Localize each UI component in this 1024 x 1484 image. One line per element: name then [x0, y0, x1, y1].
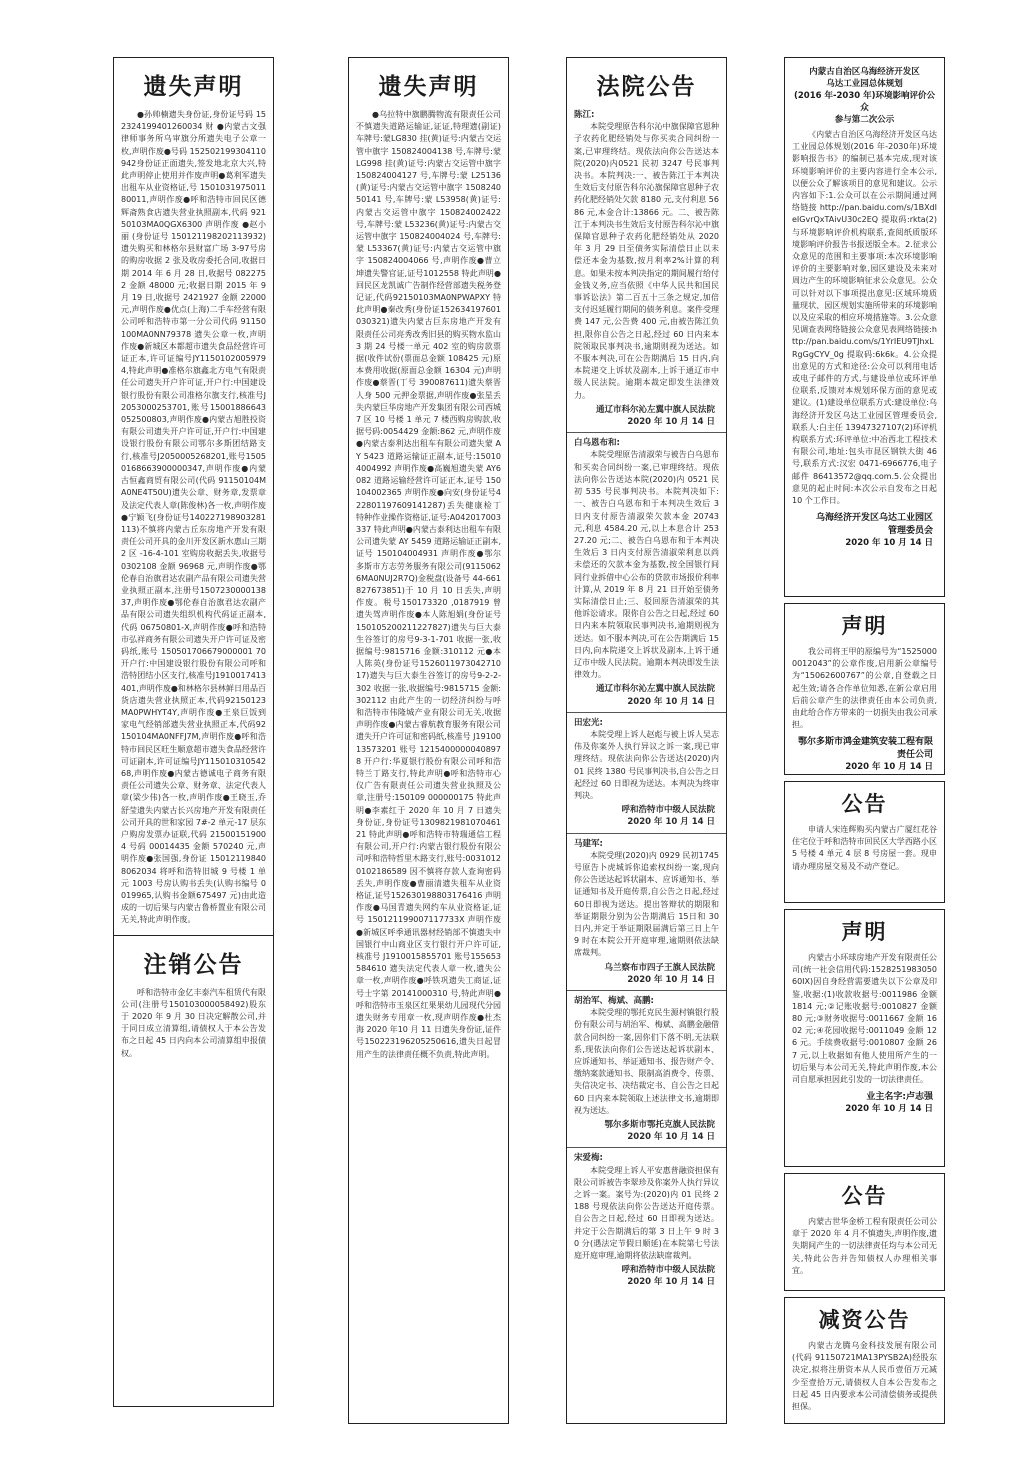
court-notice [574, 109, 719, 428]
notice-date: 2020 年 10 月 14 日 [627, 417, 715, 428]
title-line: (2016 年-2030 年)环境影响评价公众 [793, 91, 936, 113]
notice-text: 本院受理上诉人平安惠普融资担保有限公司诉被告李翠珍及你案外人执行异议之诉一案。案号为:(2020)内 01 民终 2188 号现依法向你公告送达开庭传票。自公告之日起,经过 60 日即视为送达。并定于公告期满后的第 3 日上午 9 时 30 分(遇法定节假日顺延)在本院第七号法庭开庭审理,逾期将依法缺席裁判。 [574, 1165, 719, 1261]
signatory: 鄂尔多斯市鸿金建筑安装工程有限责任公司 [797, 737, 933, 761]
statement-text: 我公司将王甲的原编号为“15250000012043”的公章作废,启用新公章编号为“15062600767”的公章,自登载之日起生效;请各合作单位知悉,在新公章启用后前公章产生的法律责任由本公司负责,由此给合作方带来的一切损失由我公司承担。 [792, 647, 937, 730]
lost-notice-column-1 [113, 57, 274, 1407]
court-name: 呼和浩特市中级人民法院 [621, 805, 715, 816]
announcement-body [792, 1216, 937, 1277]
title-line: 参与第二次公示 [834, 115, 895, 125]
notice-date: 2020 年 10 月 14 日 [627, 1132, 715, 1143]
section-heading-capital-reduction: 减资公告 [818, 1308, 911, 1332]
announcement-text: 申请人宋连辉购买内蒙古广厦红花谷住宅位于呼和浩特市回民区大学西路小区 5 号楼 4 单元 4 层 8 号房屋一套。现申请办理房屋交易及不动产登记。 [792, 825, 937, 871]
notice-divider [567, 833, 726, 834]
notice-addressee: 陈江: [574, 110, 595, 120]
section-heading-lost-notice: 遗失声明 [143, 74, 244, 100]
notice-divider [567, 1147, 726, 1148]
statement-box-receipts [784, 909, 945, 1167]
notice-divider [567, 990, 726, 991]
lost-notice-text: ●乌拉特中旗鹏腾物流有限责任公司不慎遗失道路运输证,证证,特理遗(副证)车牌号:蒙LG830 挂(黄)证号:内蒙古交运管中旗字 150824004138 号,车牌号:蒙 LG998 挂(黄)证号:内蒙古交运管中旗字 150824004127 号,车牌号:蒙 L25136(黄)证号:内蒙古交运管中旗字 150824050141 号,车牌号:蒙 L53958(黄)证号:内蒙古交运管中旗字 150824002422 号,车牌号:蒙 L53236(黄)证号:内蒙古交运管中旗字 150824004024 号,车牌号:蒙 L53367(黄)证号:内蒙古交运管中旗字 150824004066 号,声明作废●曹立坤遗失警官证,证号1012558 特此声明●回民区龙凯诚广告制作经营部遗失税务登记证,代码92150103MA0NPWAPXY 特此声明●秦改秀(身份证152634197601030321)遗失内蒙古巨东房地产开发有限责任公司亮秀改秀旧县的购买物水监山 3 期 24 号楼一单元 402 室的购房款票据(收件试份(票面总金额 108425 元)原本费用收据(原面总金额 16304 元)声明作废●蔡晋(丁号 390087611)遗失蔡晋人身 500 元押金票据,声明作废●张星丢失内蒙巨华房地产开发集团有限公司西城 7 区 10 号楼 1 单元 7 楼西购房购款,收据号码:0054429 金额:862 元,声明作废●内蒙古泰利达出租车有限公司遗失蒙 AY 5423 道路运输证正副本,证号:150104004992 声明作废●高巍旭遗失蒙 AY6082 道路运输经营许可证正本,证号 150104002365 声明作废●向安(身份证号422801197609141287)丢失健康检丁特种作业操作资格证,证号:A042017003337 特此声明●内蒙古泰利达出租车有限公司遗失蒙 AY 5459 道路运输证正副本,证号 150104004931 声明作废●鄂尔多斯市方志劳务服务有限公司(91150626MA0NUJ2R7Q)金税盘(设备号 44-661827673851)于 10 月 10 日丢失,声明作废。税号150173320 ,0187919 曾遗失驾声明作废●本人陈旭娟(身份证号 150105200211227827)遗失与巨大泰生谷签订的房号9-3-1-701 收据一张,收据编号:9815716 金额:310112 元●本人陈英(身份证号152601197304271017)遗失与巨大泰生谷签订的房号9-2-2-302 收据一张,收据编号:9815715 金额:302112 由此产生的一切经济纠纷与呼和浩特市伟隆城产业有限公司无关,收据声明作废●内蒙古睿航教育服务有限公司遗失开户许可证和密码纸,核准号 J1910013573201 账号 12154000000408978 开户行:华夏银行股份有限公司呼和浩特兰丁路支行,特此声明●呼和浩特市心仪广告有限责任公司遗失营业执照及公章,注册号:150109 000000175 特此声明●李素红于 2020 年 10 月 7 日遗失身份证,身份证号130982198107046121 特此声明●呼和浩特市特瑞通信工程有限公司,开户行:内蒙古银行股份有限公司呼和浩特哲里木路支行,账号:00310120102186589 因不慎将存款人查询密码丢失,声明作废●曹丽清遗失租车从业资格证,证号152630198803176416 声明作废●马国青遗失网约车从业资格证,证号 150121199007117733X 声明作废●新城区呼季通讯器材经销部不慎遗失中国银行中山商业区支行银行开户许可证,核准号 J1910015855701 账号155653584610 遗失法定代表人章一枚,遗失公章一枚,声明作废●呼铁巩遗失工商证,证号士字第 20141000310 号,特此声明●呼和浩特市玉泉区红果果幼儿园现代分园遗失财务专用章一枚,现声明作废●杜杰海 2020 年10 月 11 日遗失身份证,证件号150223196205250616,遗失日起冒用产生的法律责任概不负责,特此声明。 [356, 110, 501, 1059]
notice-date: 2020 年 10 月 14 日 [845, 1104, 933, 1115]
court-notice [574, 437, 719, 707]
announcement-box-property [784, 781, 945, 903]
notice-body [356, 109, 501, 1061]
section-heading-court: 法院公告 [596, 74, 697, 100]
notice-text: 本院受理上诉人赵彪与被上诉人吴志伟及你案外人执行异议之诉一案,现已审理终结。现依法向你公告送达(2020)内 01 民终 1380 号民事判决书,自公告之日起经过 60 日即视为送达。本判决为终审判决。 [574, 729, 719, 800]
notice-addressee: 马建军: [574, 838, 603, 849]
notice-date: 2020 年 10 月 14 日 [627, 817, 715, 828]
section-heading-deregistration: 注销公告 [143, 951, 244, 978]
statement-text: 内蒙古小环球房地产开发有限责任公司(统一社会信用代码:152825198305060IX)因自身经营需要遗失以下公章及印鉴,收据:(1)收款收据号:0011986 金额 1814 元;②记账收据号:0010827 金额 80 元;③财务收据号:0011667 金额 1602 元;④花园收据号:0011049 金额 126 元。手续费收据号:0010807 金额 267 元,以上收据如有他人使用所产生的一切后果与本公司无关,特此声明作废,本公司自愿承担因此引发的一切法律责任。 [792, 953, 937, 1085]
title-line: 乌达工业园总体规划 [826, 79, 903, 89]
capital-reduction-box [784, 1297, 945, 1424]
notice-text: 本院受理原告清淑荣与被告白乌恩布和买卖合同纠纷一案,已审理终结。现依法向你公告送达本院(2020)内 0521 民初 535 号民事判决书。本院判决如下:一、被告白乌恩布和于本判决生效后 3 日内支付原告清淑荣欠款本金 20743 元,利息 4584.20 元,以上本息合计 25327.20 元;二、被告白乌恩布和于本判决生效后 3 日内支付原告清淑荣利息以尚未偿还的欠款本金为基数,按全国银行间同行业拆借中心公布的贷款市场报价利率计算,从 2019 年 8 月 21 日开始至债务实际清偿日止;三、驳回原告清淑荣的其他诉讼请求。限你自公告之日起,经过 60 日内来本院领取民事判决书,逾期则视为送达。如不服本判决,可在公告期满后 15 日内,向本院递交上诉状及副本,上诉于通辽市中级人民法院。逾期本判决即发生法律效力。 [574, 450, 719, 680]
deregistration-body [121, 987, 266, 1060]
lost-notice-text: ●孙帅楠遗失身份证,身份证号码 152324199401260034 财 ●内蒙古文强律师事务所乌审旗分所遗失电子公章一枚,声明作废●号码 152502199304110942身份证正面遗失,签发地北京大兴,特此声明停止使用并作废声明●葛利军遗失出租车从业资格证,号 150103197501180011,声明作废●呼和浩特市回民区德辉斋熟食店遗失营业执照副本,代码 92150103MA0QGX6300 声明作废 ●赵小丽 (身份证号 150121198202113932) 遗失购买和林格尔县财富广场 3-97号房的购房收据 2 张及收房委托合同,收据日期 2014 年 6 月 28 日,收据号 0822752 金额 48000 元;收据日期 2015 年 9 月 19 日,收据号 2421927 金额 22000 元,声明作废●优点(上海)二手车经营有限公司呼和浩特市第一分公司代码 91150100MA0NN79378 遗失公章一枚,声明作废●新城区本都超市遗失食品经营许可证正本,许可证编号JY11501020059794,特此声明●准格尔旗鑫北方电气有限责任公司遗失开户许可证,开户行:中国建设银行股份有限公司准格尔旗支行,核准号J2053000253701,账号15001886643052500803,声明作废●内蒙古旭胜投资有限公司遗失开户许可证,开户行:中国建设银行股份有限公司鄂尔多斯团结路支行,核准号J2050005268201,账号15050168663900000347,声明作废●内蒙古恒鑫商贸有限公司(代码 91150104MA0NE4T50U)遗失公章、财务章,发票章及法定代表人章(陈俊林)各一枚,声明作废●宁颖飞(身份证号140227198903281113)不慎将内蒙古丘东房地产开发有限责任公司开具的金川开发区新水惠山三期 2 区 -16-4-101 室购房收据丢失,收据号 0302108 金额 96968 元,声明作废●鄂伦春自治旗君达农副产品有限公司遗失营业执照正副本,注册号150723000013837,声明作废●鄂伦春自治旗君达农副产品有限公司遗失组织机构代码证正副本,代码 06750801-X,声明作废●呼和浩特市弘祥商务有限公司遗失开户许可证及密码纸,账号 150501706679000001 70 开户行:中国建设银行股份有限公司呼和浩特团结小区支行,核准号J1910017413401,声明作废●和林格尔县林鲜日用品百货店遗失营业执照正本,代码92150123MA0PWHYT4Y,声明作废●王泉巨饭到家电气经销部遗失营业执照正本,代码92150104MA0NFFJ7M,声明作废●呼和浩特市回民区旺生顺意超市遗失食品经营许可证副本,许可证编号JY11501031054268,声明作废●内蒙古德诚电子商务有限责任公司遗失公章、财务章、法定代表人章(梁少伟)各一枚,声明作废●王晓玉,乔舒莹遗失内蒙古长兴房地产开发有限责任公司开具的世和家园 7#-2 单元-17 层东户购房发票办证联,代码 215001519004 号码 00014435 金额 570240 元,声明作废●张国强,身份证 150121198408062034 将呼和浩特旧城 9 号楼 1 单元 1003 号房认购书丢失(认购书编号 0019965,认购书金额675497 元)由此造成的一切后果与内蒙古鲁桥置业有限公司无关,特此声明作废。 [121, 110, 266, 925]
statement-body [792, 952, 937, 1086]
court-name: 呼和浩特市中级人民法院 [621, 1265, 715, 1276]
court-notice [574, 995, 719, 1143]
notice-text: 本院受理(2020)内 0929 民初1745 号原告卜虎城诉你追索权纠纷一案,现向你公告送达起诉状副本、应诉通知书、举证通知书及开庭传票,自公告之日起,经过 60日即视为送达。提出答辩状的期限和举证期限分别为公告期满后 15日和 30 日内,并定于举证期限届满后第三日上午 9 时在本院公开开庭审理,逾期则依法缺席裁判。 [574, 850, 719, 958]
section-divider [114, 935, 273, 936]
court-name: 鄂尔多斯市鄂托克旗人民法院 [604, 1120, 715, 1131]
section-heading-announcement: 公告 [841, 792, 888, 816]
signatory: 管理委员会 [887, 526, 933, 537]
court-notice-column [566, 57, 727, 1424]
notice-date: 2020 年 10 月 14 日 [627, 1277, 715, 1288]
section-heading-announcement: 公告 [841, 1184, 888, 1208]
environmental-notice-text: 《内蒙古自治区乌海经济开发区乌达工业园总体规划(2016 年-2030年)环境影响报告书》的编制已基本完成,现对该环境影响评价的主要内容进行全本公示,以便公众了解该项目的意见和建议。公示内容如下:1.公众可以在公示期间通过网络链接 http://pan.baidu.com/s/1BXdIeIGvrQxTAivU30c2EQ 提取码:rkta(2)与环境影响评价机构联系,查阅纸质版环境影响评价报告书报送版全本。2.征求公众意见的范围和主要事项:本次环境影响评价的主要影响对象,园区建设及未来对周边产生的环境影响征求公众意见。公众可以针对以下事项提出意见:区域环境质量现状、园区规划实施所带来的环境影响以及应采取的相应环境措施等。3.公众意见调查表网络链接公众意见表网络链接:http://pan.baidu.com/s/1YrIEU9TJhxLRgGgCYV_0g 提取码:6k6k。4.公众提出意见的方式和途径:公众可以利用电话或电子邮件的方式,与建设单位或环评单位联系,反馈对本规划环保方面的意见或建议。(1)建设单位联系方式:建设单位:乌海经济开发区乌达工业园区管理委员会,联系人:白主任 13947327107(2)环评机构联系方式:环评单位:中冶西北工程技术有限公司,地址:包头市昆区钢铁大街 46 号,联系方式:汉宏 0471-6966776,电子邮件 86413572@qq.com.5.公众提出意见的起止时间:本次公示自发布之日起 10 个工作日。 [792, 130, 937, 506]
court-name: 乌兰察布市四子王旗人民法院 [604, 962, 715, 973]
court-notice [574, 1152, 719, 1288]
court-name: 通辽市科尔沁左翼中旗人民法院 [595, 684, 715, 695]
statement-box-seal [784, 603, 945, 775]
notice-addressee: 田宏光: [574, 717, 603, 728]
court-notice [574, 838, 719, 986]
announcement-body [792, 824, 937, 873]
announcement-box-seal-lost [784, 1173, 945, 1291]
court-name: 通辽市科尔沁左翼中旗人民法院 [595, 404, 715, 415]
notice-date: 2020 年 10 月 14 日 [627, 696, 715, 707]
notice-date: 2020 年 10 月 14 日 [845, 762, 933, 773]
statement-body [792, 646, 937, 731]
notice-text: 本院受理的鄂托克民生源村镇银行股份有限公司与胡治军、梅斌、高鹏金融借款合同纠纷一案,因你们下落不明,无法联系,现依法向你们公告送达起诉状副本、应诉通知书、举证通知书、报告财产令、缴纳案款通知书、限制高消费令、传票、失信决定书、决结裁定书、自公告之日起 60 日内来本院领取上述法律文书,逾期即视为送达。 [574, 1008, 719, 1115]
notice-addressee: 胡治军、梅斌、高鹏: [574, 996, 654, 1007]
section-heading-lost-notice: 遗失声明 [378, 74, 479, 100]
signatory: 乌海经济开发区乌达工业园区 [815, 513, 933, 524]
environmental-notice-title [792, 66, 937, 126]
notice-addressee: 白乌恩布和: [574, 438, 620, 449]
notice-divider [567, 432, 726, 433]
section-heading-statement: 声明 [841, 614, 888, 638]
announcement-text: 内蒙古世华金桥工程有限责任公司公章于 2020 年 4 月不慎遗失,声明作废,遗失期间产生的一切法律责任均与本公司无关,特此公告并告知债权人办理相关事宜。 [792, 1217, 937, 1275]
notice-body [121, 109, 266, 927]
title-line: 内蒙古自治区乌海经济开发区 [809, 67, 920, 77]
environmental-notice-body [792, 129, 937, 507]
capital-reduction-body [792, 1340, 937, 1413]
lost-notice-column-2 [348, 57, 509, 1424]
court-notice-list [574, 109, 719, 1289]
notice-addressee: 宋爱梅: [574, 1153, 603, 1164]
court-notice [574, 717, 719, 829]
section-heading-statement: 声明 [841, 920, 888, 944]
notice-divider [567, 712, 726, 713]
notice-text: 本院受理原告科尔沁中旗保障官恩种子农药化肥经销处与你买卖合同纠纷一案,已审理终结。现依法向你公告送达本院(2020)内0521 民初 3247 号民事判决书。本院判决:一、被告陈江于本判决生效后支付原告科尔沁旗保障官恩种子农药化肥经销处欠款 8180 元,支付利息 5686 元,本金合计:13866 元。二、被告陈江于本判决书生效后支付原告科尔沁中旗保障官恩种子农药化肥经销处从 2020 年 3 月 29 日至债务实际清偿日止以未偿还本金为基数,按月利率2%计算的利息。如果未按本判决指定的期间履行给付金钱义务,应当依照《中华人民共和国民事诉讼法》第二百五十三条之规定,加倍支付迟延履行期间的债务利息。案件受理费 147 元,公告费 400 元,由被告陈江负担,限你自公告之日起,经过 60 日内来本院领取民事判决书,逾期则视为送达。如不服本判决,可在公告期满后 15 日内,向本院递交上诉状及副本,上诉于通辽市中级人民法院。逾期本裁定即发生法律效力。 [574, 122, 719, 400]
environmental-notice-box [784, 57, 945, 597]
notice-date: 2020 年 10 月 14 日 [627, 974, 715, 985]
signatory: 业主名字:卢志强 [866, 1092, 933, 1103]
deregistration-text: 呼和浩特市金亿丰泰汽车租赁代有限公司(注册号150103000058492)股东于 2020 年 9 月 30 日决定解散公司,并于同日成立清算组,请债权人于本公告发布之日起 45 日内向本公司清算组申报债权。 [121, 987, 266, 1058]
capital-reduction-text: 内蒙古龙腾乌金科技发展有限公司(代码 91150721MA13PYSB2A)经股东决定,拟将注册资本从人民币壹佰万元减少至壹拾万元,请债权人自本公告发布之日起 45 日内要求本公司清偿债务或提供担保。 [792, 1341, 937, 1412]
notice-date: 2020 年 10 月 14 日 [845, 538, 933, 549]
